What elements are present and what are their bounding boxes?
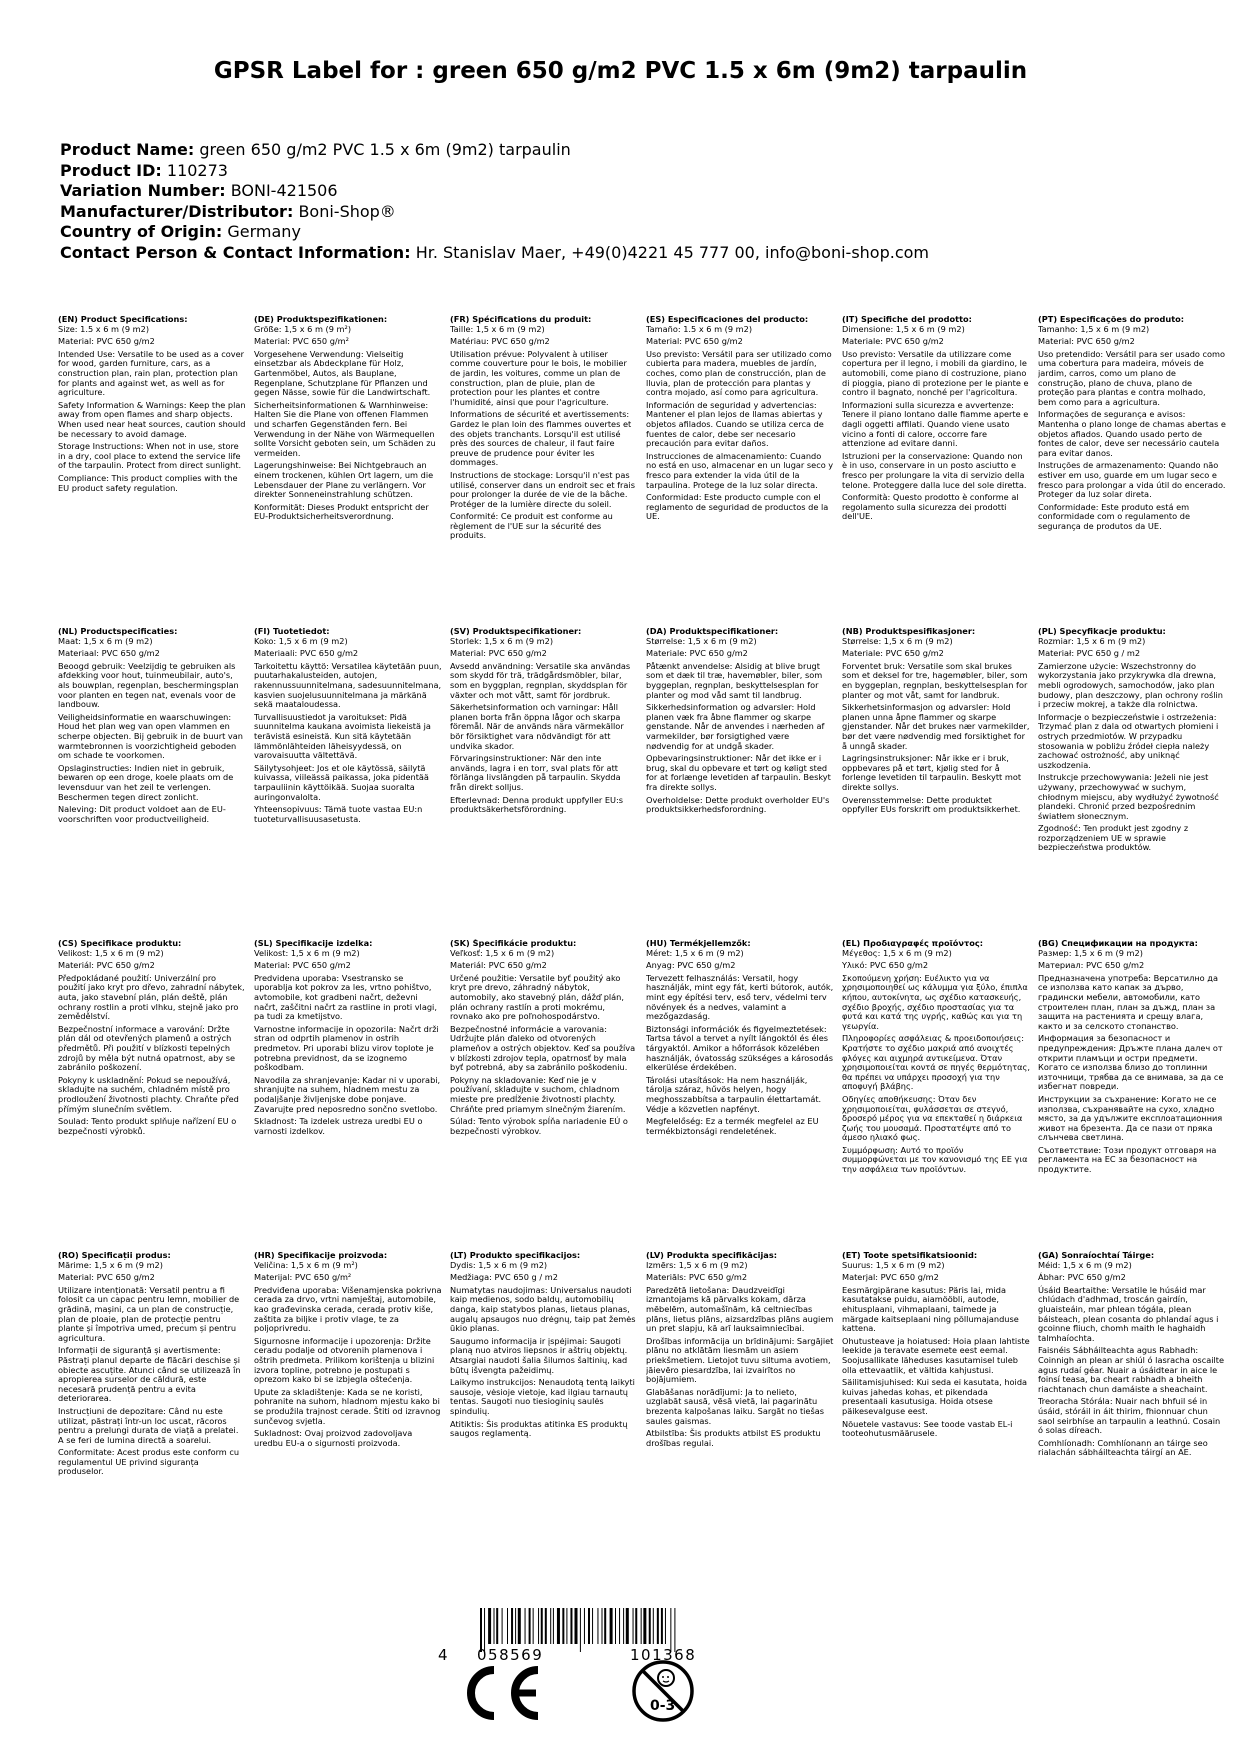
- spec-paragraph: Υλικό: PVC 650 g/m2: [842, 960, 929, 971]
- spec-paragraph: Πληροφορίες ασφάλειας & προειδοποιήσεις: Κρατήστε το σχέδιο μακριά από ανοιχτές φλόγες και αιχμηρά αντικείμενα. Όταν χρησιμοποιείται κοντά σε πηγές θερμότητας, θα πρέπει να υπάρχει προσοχή για την αποφυγή βλάβης.: [842, 1033, 1030, 1092]
- spec-paragraph: Glabāšanas norādījumi: Ja to nelieto, uzglabāt sausā, vēsā vietā, lai pagarinātu brezenta kalpošanas laiku. Sargāt no tiešas saules gaismas.: [646, 1386, 825, 1426]
- spec-block: [646, 1251, 834, 1551]
- spec-paragraph: Material: PVC 650 g/m²: [254, 336, 349, 347]
- barcode-bar: [507, 1608, 508, 1644]
- spec-paragraph: Instructions de stockage: Lorsqu'il n'est pas utilisé, conserver dans un endroit sec et frais pour prolonger la durée de vie de la bâche. Protéger de la lumière directe du soleil.: [450, 469, 635, 509]
- spec-paragraph: Informazioni sulla sicurezza e avvertenze: Tenere il piano lontano dalle fiamme aperte e dagli oggetti affilati. Quando viene usato vicino a fonti di calore, occorre fare attenzione ad evitare danni.: [842, 399, 1029, 449]
- spec-paragraph: Инструкции за съхранение: Когато не се използва, съхранявайте на сухо, хладно място, за да удължите експлоатационния живот на брезента. Да се пази от пряка слънчева светлина.: [1038, 1093, 1223, 1143]
- spec-block: [254, 627, 442, 933]
- spec-paragraph: Conformità: Questo prodotto è conforme al regolamento sulla sicurezza dei prodotti dell'UE.: [842, 492, 1019, 522]
- spec-paragraph: Sikkerhedsinformation og advarsler: Hold planen væk fra åbne flammer og skarpe genstande. Når de anvendes i nærheden af varmekilder, bør forsigtighed være nødvendig for at undgå skader.: [646, 702, 825, 751]
- info-value: Boni-Shop®: [298, 201, 396, 221]
- info-value: Germany: [227, 222, 301, 241]
- spec-paragraph: Material: PVC 650 g/m2: [646, 336, 743, 347]
- spec-paragraph: Tárolási utasítások: Ha nem használják, tárolja száraz, hűvös helyen, hogy meghosszabbítsa a tarpaulin élettartamát. Védje a közvetlen napfényt.: [646, 1074, 822, 1114]
- spec-block: [58, 627, 246, 933]
- spec-paragraph: Compliance: This product complies with the EU product safety regulation.: [58, 472, 238, 493]
- age-range-label: 0-3: [650, 1698, 676, 1714]
- spec-paragraph: Méret: 1,5 x 6 m (9 m2): [646, 947, 744, 958]
- spec-paragraph: Méid: 1,5 x 6 m (9 m2): [1038, 1259, 1132, 1270]
- barcode-bar: [597, 1608, 598, 1644]
- barcode-bar: [653, 1608, 654, 1644]
- spec-paragraph: Izmērs: 1,5 x 6 m (9 m2): [646, 1259, 748, 1270]
- spec-heading: (PT) Especificações do produto:: [1038, 315, 1185, 324]
- spec-paragraph: Größe: 1,5 x 6 m (9 m²): [254, 323, 352, 334]
- spec-paragraph: Avsedd användning: Versatile ska användas som skydd för trä, trädgårdsmöbler, bilar, som en byggplan, regnplan, skyddsplan för växter och mot vått, samt för jordbruk.: [450, 660, 631, 700]
- spec-paragraph: Soulad: Tento produkt splňuje nařízení EU o bezpečnosti výrobků.: [58, 1116, 237, 1136]
- barcode-bar: [518, 1608, 521, 1644]
- spec-paragraph: Taille: 1,5 x 6 m (9 m2): [450, 323, 545, 334]
- barcode-bar: [533, 1608, 534, 1644]
- spec-block: [646, 315, 834, 621]
- spec-paragraph: Megfelelőség: Ez a termék megfelel az EU termékbiztonsági rendeletének.: [646, 1116, 819, 1136]
- info-value: green 650 g/m2 PVC 1.5 x 6m (9m2) tarpaulin: [199, 140, 571, 159]
- spec-paragraph: Bezpečnostné informácie a varovania: Udržujte plán ďaleko od otvorených plameňov a ostrých objektov. Keď sa používa v blízkosti zdrojov tepla, opatrnosť by mala byť potrebná, aby sa zabránilo poškodeniu.: [450, 1023, 636, 1073]
- spec-block: [58, 1251, 246, 1551]
- spec-paragraph: Lagerungshinweise: Bei Nichtgebrauch an einem trockenen, kühlen Ort lagern, um die Lebensdauer der Plane zu verlängern. Vor direkter Sonneneinstrahlung schützen.: [254, 460, 434, 500]
- spec-paragraph: Materiál: PVC 650 g/m2: [450, 960, 547, 971]
- spec-paragraph: Dydis: 1,5 x 6 m (9 m2): [450, 1259, 548, 1270]
- spec-heading: (LV) Produkta specifikācijas:: [646, 1251, 777, 1260]
- spec-paragraph: Medžiaga: PVC 650 g / m2: [450, 1272, 558, 1283]
- spec-heading: (EL) Προδιαγραφές προϊόντος:: [842, 939, 983, 948]
- spec-block: [450, 627, 638, 933]
- barcode-bar: [566, 1608, 567, 1644]
- spec-block: [1038, 939, 1226, 1245]
- spec-paragraph: Velikost: 1,5 x 6 m (9 m2): [58, 947, 164, 958]
- barcode-bar: [649, 1608, 651, 1644]
- spec-paragraph: Materijal: PVC 650 g/m²: [254, 1272, 352, 1283]
- barcode-bar: [525, 1608, 526, 1644]
- barcode-bar: [570, 1608, 572, 1644]
- spec-block: [254, 1251, 442, 1551]
- spec-paragraph: Conformidade: Este produto está em conformidade com o regulamento de segurança de produtos da UE.: [1038, 501, 1190, 531]
- spec-paragraph: Bezpečnostní informace a varování: Držte plán dál od otevřených plamenů a ostrých předmětů. Při použití v blízkosti tepelných zdrojů by měla být nutná opatrnost, aby se zabránilo poškození.: [58, 1023, 236, 1073]
- barcode-bar: [584, 1608, 585, 1644]
- spec-heading: (FR) Spécifications du produit:: [450, 315, 592, 324]
- spec-paragraph: Predviđena uporaba: Višenamjenska pokrivna cerada za drvo, vrtni namještaj, automobile, kao građevinska cerada, cerada protiv kiše, zaštita za biljke i protiv vlage, te za poljoprivredu.: [254, 1284, 442, 1334]
- spec-paragraph: Conformité: Ce produit est conforme au règlement de l'UE sur la sécurité des produits.: [450, 511, 613, 541]
- spec-paragraph: Materiale: PVC 650 g/m2: [842, 648, 944, 659]
- spec-paragraph: Opslaginstructies: Indien niet in gebruik, bewaren op een droge, koele plaats om de levensduur van het zeil te verlengen. Beschermen tegen direct zonlicht.: [58, 762, 234, 802]
- spec-paragraph: Uso previsto: Versátil para ser utilizado como cubierta para madera, muebles de jardín, coches, como plan de construcción, plan de lluvia, plan de protección para plantas y contra mojado, así como para agricultura.: [646, 348, 832, 398]
- spec-paragraph: Konformität: Dieses Produkt entspricht der EU-Produktsicherheitsverordnung.: [254, 501, 429, 522]
- barcode-group-2: 101368: [630, 1646, 697, 1664]
- spec-paragraph: Dimensione: 1,5 x 6 m (9 m2): [842, 323, 965, 334]
- spec-paragraph: Varnostne informacije in opozorila: Načrt drži stran od odprtih plamenov in ostrih predmetov. Pri uporabi blizu virov toplote je potrebna previdnost, da se izognemo poškodbam.: [254, 1023, 439, 1073]
- spec-paragraph: Suurus: 1,5 x 6 m (9 m2): [842, 1259, 945, 1270]
- barcode-bar: [550, 1608, 551, 1644]
- spec-paragraph: Material: PVC 650 g/m2: [450, 648, 547, 659]
- spec-heading: (ET) Toote spetsifikatsioonid:: [842, 1251, 978, 1260]
- spec-paragraph: Materiál: PVC 650 g/m2: [58, 960, 155, 971]
- barcode-bar: [515, 1608, 516, 1644]
- spec-paragraph: Yhteensopivuus: Tämä tuote vastaa EU:n tuoteturvallisuusasetusta.: [254, 804, 423, 824]
- spec-block: [842, 627, 1030, 933]
- spec-paragraph: Säkerhetsinformation och varningar: Håll planen borta från öppna lågor och skarpa föremål. När de används nära värmekällor bör försiktighet vara nödvändigt för att undvika skador.: [450, 702, 624, 751]
- spec-heading: (NB) Produktspesifikasjoner:: [842, 627, 976, 636]
- spec-block: [58, 939, 246, 1245]
- spec-paragraph: Naleving: Dit product voldoet aan de EU-voorschriften voor productveiligheid.: [58, 804, 226, 824]
- barcode-bar: [615, 1608, 616, 1644]
- spec-heading: (FI) Tuotetiedot:: [254, 627, 330, 636]
- spec-paragraph: Matériau: PVC 650 g/m2: [450, 336, 550, 347]
- barcode-bar: [553, 1608, 554, 1644]
- spec-paragraph: Veľkosť: 1,5 x 6 m (9 m2): [450, 947, 555, 958]
- spec-heading: (HU) Termékjellemzők:: [646, 939, 751, 948]
- spec-paragraph: Atitiktis: Šis produktas atitinka ES produktų saugos reglamentą.: [450, 1418, 628, 1439]
- spec-heading: (LT) Produkto specifikacijos:: [450, 1251, 581, 1260]
- barcode-bar: [619, 1608, 620, 1644]
- spec-paragraph: Efterlevnad: Denna produkt uppfyller EU:s produktsäkerhetsförordning.: [450, 794, 624, 815]
- spec-paragraph: Maat: 1,5 x 6 m (9 m2): [58, 635, 153, 646]
- barcode-group-1: 058569: [477, 1646, 544, 1664]
- spec-paragraph: Sukladnost: Ovaj proizvod zadovoljava uredbu EU-a o sigurnosti proizvoda.: [254, 1428, 413, 1448]
- spec-paragraph: Rozmiar: 1,5 x 6 m (9 m2): [1038, 635, 1146, 646]
- spec-paragraph: Velikost: 1,5 x 6 m (9 m2): [254, 947, 360, 958]
- spec-paragraph: Opbevaringsinstruktioner: Når det ikke er i brug, skal du opbevare et tørt og køligt sted for at forlænge levetiden af tarpaulin. Beskyt fra direkte sollys.: [646, 753, 831, 792]
- spec-paragraph: Comhlíonadh: Comhlíonann an táirge seo rialachán sábháilteachta táirgí an AE.: [1038, 1437, 1208, 1458]
- spec-heading: (CS) Specifikace produktu:: [58, 939, 182, 948]
- spec-paragraph: Material: PVC 650 g/m2: [1038, 336, 1135, 347]
- spec-paragraph: Turvallisuustiedot ja varoitukset: Pidä suunnitelma kaukana avoimista liekeistä ja terävistä esineistä. Kun sitä käytetään lämmönlähteiden läheisyydessä, on varovaisuutta vältettävä.: [254, 711, 431, 761]
- spec-paragraph: Συμμόρφωση: Αυτό το προϊόν συμμορφώνεται με τον κανονισμό της ΕΕ για την ασφάλεια των προϊόντων.: [842, 1144, 1028, 1175]
- spec-paragraph: Biztonsági információk és figyelmeztetések: Tartsa távol a tervet a nyílt lángoktól és éles tárgyaktól. Amikor a hőforrások közelében használják, óvatosság szükséges a károsodás elkerülése érdekében.: [646, 1023, 834, 1073]
- barcode-bar: [562, 1608, 564, 1644]
- spec-paragraph: Faisnéis Sábháilteachta agus Rabhadh: Coinnigh an plean ar shiúl ó lasracha oscailte agus rudaí géar. Nuair a úsáidtear in aice le foinsí teasa, ba cheart rabhadh a bheith riachtanach chun damáiste a sheachaint.: [1038, 1345, 1225, 1394]
- spec-paragraph: Μέγεθος: 1,5 x 6 m (9 m2): [842, 947, 952, 958]
- spec-paragraph: Utilizare intenționată: Versatil pentru a fi folosit ca un capac pentru lemn, mobilier de grădină, mașini, ca un plan de construcție, plan de ploaie, plan de protecție pentru plante și împotriva umed, precum și pentru agricultura.: [58, 1284, 240, 1343]
- spec-paragraph: Säilytysohjeet: Jos et ole käytössä, säilytä kuivassa, viileässä paikassa, joka pidentää tarpauliinin käyttöikää. Suojaa suoralta auringonvalolta.: [254, 762, 429, 802]
- spec-paragraph: Størrelse: 1,5 x 6 m (9 m2): [646, 635, 757, 646]
- info-value: 110273: [166, 160, 228, 180]
- barcode-bar: [641, 1608, 642, 1644]
- barcode-bar: [626, 1608, 629, 1644]
- spec-paragraph: Skladnost: Ta izdelek ustreza uredbi EU o varnosti izdelkov.: [254, 1116, 423, 1136]
- spec-heading: (ES) Especificaciones del producto:: [646, 315, 809, 324]
- spec-paragraph: Veiligheidsinformatie en waarschuwingen: Houd het plan weg van open vlammen en scherpe objecten. Bij gebruik in de buurt van warmtebronnen is voorzichtigheid geboden om schade te voorkomen.: [58, 711, 243, 761]
- info-row: [60, 140, 929, 161]
- spec-heading: (SV) Produktspecifikationer:: [450, 627, 582, 636]
- barcode-bar: [541, 1608, 543, 1644]
- spec-paragraph: Overensstemmelse: Dette produktet oppfyller EUs forskrift om produktsikkerhet.: [842, 794, 1021, 815]
- barcode-bar: [588, 1608, 590, 1644]
- spec-paragraph: Förvaringsinstruktioner: När den inte används, lagra i en torr, sval plats för att förlänga livslängden på tarpaulin. Skydda från direkt solljus.: [450, 753, 621, 792]
- spec-paragraph: Zamierzone użycie: Wszechstronny do wykorzystania jako przykrywka dla drewna, mebli ogrodowych, samochodów, jako plan budowy, plan deszczowy, plan ochrony roślin i przeciw mokrej, a także dla rolnictwa.: [1038, 660, 1223, 710]
- spec-paragraph: Storage Instructions: When not in use, store in a dry, cool place to extend the service life of the tarpaulin. Protect from direct sunlight.: [58, 441, 242, 471]
- barcode-bar: [538, 1608, 539, 1644]
- spec-paragraph: Pokyny k uskladnění: Pokud se nepoužívá, skladujte na suchém, chladném místě pro prodloužení životnosti plachty. Chraňte před přímým slunečním světlem.: [58, 1074, 239, 1114]
- spec-paragraph: Drošības informācija un brīdinājumi: Sargājiet plānu no atklātām liesmām un asiem priekšmetiem. Lietojot tuvu siltuma avotiem, jāievēro piesardzība, lai izvairītos no bojājumiem.: [646, 1335, 834, 1385]
- spec-heading: (BG) Спецификации на продукта:: [1038, 939, 1198, 948]
- barcode-bar: [623, 1608, 624, 1644]
- info-key: Product Name:: [60, 140, 195, 159]
- spec-paragraph: Zgodność: Ten produkt jest zgodny z rozporządzeniem UE w sprawie bezpieczeństwa produktów.: [1038, 823, 1189, 853]
- barcode-bar: [592, 1608, 593, 1644]
- spec-block: [646, 627, 834, 933]
- barcode-bar: [511, 1608, 513, 1644]
- spec-paragraph: Информация за безопасност и предупреждения: Дръжте плана далеч от открити пламъци и остри предмети. Когато се използва близо до топлинни източници, трябва да се внимава, за да се избегнат повреди.: [1038, 1033, 1224, 1092]
- spec-paragraph: Istruzioni per la conservazione: Quando non è in uso, conservare in un posto asciutto e fresco per prolungare la vita di servizio della telone. Proteggere dalla luce del sole diretta.: [842, 450, 1027, 490]
- spec-block: [58, 315, 246, 621]
- spec-paragraph: Size: 1.5 x 6 m (9 m2): [58, 323, 150, 334]
- spec-block: [450, 1251, 638, 1551]
- spec-paragraph: Размер: 1,5 x 6 m (9 m2): [1038, 947, 1143, 958]
- info-row: [60, 181, 929, 202]
- spec-paragraph: Materiaali: PVC 650 g/m2: [254, 648, 359, 659]
- spec-paragraph: Σκοπούμενη χρήση: Ευέλικτο για να χρησιμοποιηθεί ως κάλυμμα για ξύλο, έπιπλα κήπου, αυτοκίνητα, ως σχέδιο κατασκευής, σχέδιο βροχής, σχέδιο προστασίας για τα φυτά και κατά της υγρής, καθώς και για τη γεωργία.: [842, 972, 1028, 1031]
- product-info: [60, 140, 929, 263]
- barcode-bar: [488, 1608, 491, 1644]
- spec-paragraph: Materiaal: PVC 650 g/m2: [58, 648, 160, 659]
- barcode-bar: [602, 1608, 603, 1644]
- spec-paragraph: Informations de sécurité et avertissements: Gardez le plan loin des flammes ouvertes et des objets tranchants. Lorsqu'il est utilisé près des sources de chaleur, il faut faire preuve de prudence pour éviter les dommages.: [450, 409, 632, 468]
- spec-paragraph: Saugumo informacija ir įspėjimai: Saugoti planą nuo atviros liepsnos ir aštrių objektų. Atsargiai naudoti šalia šilumos šaltinių, kad būtų išvengta pažeidimų.: [450, 1335, 628, 1375]
- spec-paragraph: Material: PVC 650 g/m2: [58, 1272, 155, 1283]
- spec-paragraph: Материал: PVC 650 g/m2: [1038, 960, 1145, 971]
- barcode-bar: [575, 1608, 578, 1644]
- barcode-bar: [604, 1608, 606, 1644]
- spec-paragraph: Overholdelse: Dette produkt overholder EU's produktsikkerhedsforordning.: [646, 794, 830, 815]
- spec-heading: (EN) Product Specifications:: [58, 315, 188, 324]
- spec-heading: (SK) Špecifikácie produktu:: [450, 939, 577, 948]
- spec-paragraph: Tamaño: 1.5 x 6 m (9 m2): [646, 323, 753, 334]
- spec-paragraph: Instrucțiuni de depozitare: Când nu este utilizat, păstrați într-un loc uscat, răcoros pentru a prelungi durata de viață a prelatei. A se feri de lumina directă a soarelui.: [58, 1405, 239, 1445]
- spec-paragraph: Mărime: 1,5 x 6 m (9 m2): [58, 1259, 163, 1270]
- barcode-bar: [545, 1608, 547, 1644]
- info-key: Variation Number:: [60, 181, 226, 200]
- spec-paragraph: Størrelse: 1,5 x 6 m (9 m2): [842, 635, 953, 646]
- info-row: [60, 222, 929, 243]
- spec-paragraph: Sicherheitsinformationen & Warnhinweise: Halten Sie die Plane von offenen Flammen und scharfen Gegenständen fern. Bei Verwendung in der Nähe von Wärmequellen sollte Vorsicht geboten sein, um Schäden zu vermeiden.: [254, 399, 436, 458]
- barcode-bar: [610, 1608, 613, 1644]
- info-key: Product ID:: [60, 160, 162, 180]
- spec-paragraph: Materjal: PVC 650 g/m2: [842, 1272, 939, 1283]
- spec-block: [842, 939, 1030, 1245]
- spec-paragraph: Upute za skladištenje: Kada se ne koristi, pohranite na suhom, hladnom mjestu kako bi se produžila trajnost cerade. Štiti od izravnog sunčevog svjetla.: [254, 1386, 441, 1426]
- barcode-bar: [661, 1608, 663, 1644]
- info-row: [60, 243, 929, 264]
- spec-paragraph: Paredzētā lietošana: Daudzveidīgi izmantojams kā pārvalks kokam, dārza mēbelēm, automašīnām, kā celtniecības plāns, lietus plāns, aizsardzības plāns augiem un pret slapju, kā arī lauksaimniecībai.: [646, 1284, 834, 1334]
- spec-paragraph: Intended Use: Versatile to be used as a cover for wood, garden furniture, cars, as a construction plan, rain plan, protection plan for plants and against wet, as well as for agriculture.: [58, 348, 244, 398]
- spec-paragraph: Utilisation prévue: Polyvalent à utiliser comme couverture pour le bois, le mobilier de jardin, les voitures, comme un plan de construction, plan de pluie, plan de protection pour les plantes et contre l'humidité, ainsi que pour l'agriculture.: [450, 348, 627, 407]
- spec-paragraph: Pokyny na skladovanie: Keď nie je v používaní, skladujte v suchom, chladnom mieste pre predĺženie životnosti plachty. Chráňte pred priamym slnečným žiarením.: [450, 1074, 626, 1114]
- info-key: Manufacturer/Distributor:: [60, 201, 294, 221]
- spec-paragraph: Uso pretendido: Versátil para ser usado como uma cobertura para madeira, móveis de jardim, carros, como um plano de construção, plano de chuva, plano de proteção para plantas e contra molhado, bem como para a agricultura.: [1038, 348, 1226, 407]
- spec-paragraph: Atbilstība: Šis produkts atbilst ES produktu drošības regulai.: [646, 1428, 821, 1448]
- barcode-bar: [633, 1608, 634, 1644]
- spec-paragraph: Uso previsto: Versatile da utilizzare come copertura per il legno, i mobili da giardino, le automobili, come piano di costruzione, piano di pioggia, piano di protezione per le piante e contro il bagnato, nonché per l'agricoltura.: [842, 348, 1029, 398]
- spec-paragraph: Instruções de armazenamento: Quando não estiver em uso, guarde em um lugar seco e fresco para prolongar a vida útil do encerado. Proteger da luz solar direta.: [1038, 460, 1226, 500]
- spec-heading: (IT) Specifiche del prodotto:: [842, 315, 972, 324]
- spec-paragraph: Materiale: PVC 650 g/m2: [646, 648, 748, 659]
- spec-paragraph: Anyag: PVC 650 g/m2: [646, 960, 736, 971]
- spec-paragraph: Sikkerhetsinformasjon og advarsler: Hold planen unna åpne flammer og skarpe gjenstander. Når det brukes nær varmekilder, bør det være nødvendig med forsiktighet for å unngå skader.: [842, 702, 1030, 751]
- spec-paragraph: Beoogd gebruik: Veelzijdig te gebruiken als afdekking voor hout, tuinmeubilair, auto's, als bouwplan, regenplan, beschermingsplan voor planten en tegen nat, evenals voor de landbouw.: [58, 660, 239, 710]
- spec-paragraph: Tamanho: 1,5 x 6 m (9 m2): [1038, 323, 1150, 334]
- barcode-bar: [496, 1608, 498, 1644]
- spec-heading: (DE) Produktspezifikationen:: [254, 315, 388, 324]
- spec-block: [1038, 1251, 1226, 1551]
- barcode-digit-left: 4: [438, 1646, 448, 1664]
- info-value: Hr. Stanislav Maer, +49(0)4221 45 777 00, info@boni-shop.com: [415, 242, 929, 262]
- spec-paragraph: Información de seguridad y advertencias: Mantener el plan lejos de llamas abiertas y objetos afilados. Cuando se utiliza cerca de fuentes de calor, debe ser necesario precaución para evitar daños.: [646, 399, 824, 449]
- spec-paragraph: Sigurnosne informacije i upozorenja: Držite ceradu podalje od otvorenih plamenova i oštrih predmeta. Prilikom korištenja u blizini izvora topline, potrebno je postupati s oprezom kako bi se izbjegla oštećenja.: [254, 1335, 435, 1385]
- spec-heading: (DA) Produktspecifikationer:: [646, 627, 779, 636]
- spec-block: [450, 315, 638, 621]
- spec-paragraph: Veličina: 1,5 x 6 m (9 m²): [254, 1259, 358, 1270]
- spec-block: [842, 315, 1030, 621]
- spec-paragraph: Koko: 1,5 x 6 m (9 m2): [254, 635, 348, 646]
- spec-paragraph: Určené použitie: Versatile byť použitý ako kryt pre drevo, záhradný nábytok, automobily, ako stavebný plán, dážď plán, plán ochrany rastlín a proti mokrému, rovnako ako pre poľnohospodárstvo.: [450, 972, 624, 1022]
- barcode-bar: [635, 1608, 637, 1644]
- spec-paragraph: Numatytas naudojimas: Universalus naudoti kaip medienos, sodo baldų, automobilių danga, kaip statybos planas, lietaus planas, augalų apsaugos nuo drėgnų, taip pat žemės ūkio planas.: [450, 1284, 636, 1334]
- spec-paragraph: Påtænkt anvendelse: Alsidig at blive brugt som et dæk til træ, havemøbler, biler, som byggeplan, regnplan, beskyttelsesplan for planter og mod våd samt til landbrug.: [646, 660, 823, 700]
- spec-paragraph: Informações de segurança e avisos: Mantenha o plano longe de chamas abertas e objetos afiados. Quando usado perto de fontes de calor, deve ser necessário cautela para evitar danos.: [1038, 409, 1226, 458]
- spec-paragraph: Navodila za shranjevanje: Kadar ni v uporabi, shranjujte na suhem, hladnem mestu za podaljšanje življenjske dobe ponjave. Zavarujte pred neposredno sončno svetlobo.: [254, 1074, 441, 1114]
- spec-block: [1038, 627, 1226, 933]
- barcode-bar: [657, 1608, 659, 1644]
- spec-paragraph: Předpokládané použití: Univerzální pro použití jako kryt pro dřevo, zahradní nábytek, auta, jako stavební plán, plán deště, plán ochrany rostlin a proti vlhku, stejně jako pro zemědělství.: [58, 972, 245, 1022]
- spec-paragraph: Eesmärgipärane kasutus: Päris lai, mida kasutatakse puidu, aiamööbli, autode, ehitusplaani, vihmaplaani, taimede ja märgade kaitseplaani ning põllumajanduse kattena.: [842, 1284, 1019, 1334]
- info-key: Contact Person & Contact Information:: [60, 242, 411, 262]
- spec-paragraph: Nõuetele vastavus: See toode vastab EL-i tooteohutusmäärusele.: [842, 1418, 1013, 1439]
- spec-heading: (SL) Specifikacije izdelka:: [254, 939, 373, 948]
- spec-paragraph: Treoracha Stórála: Nuair nach bhfuil sé in úsáid, stóráil in áit thirim, fhionnuar chun saol seirbhíse an tarpaulin a leathnú. Cosain ó solas díreach.: [1038, 1396, 1221, 1436]
- barcode-bar: [557, 1608, 560, 1644]
- barcode-bar: [529, 1608, 531, 1644]
- spec-paragraph: Предназначена употреба: Версатилно да се използва като капак за дърво, градински мебели, автомобили, като строителен план, план за дъжд, план за защита на растенията и срещу влага, както и за селското стопанство.: [1038, 972, 1218, 1031]
- spec-paragraph: Material: PVC 650 g/m2: [58, 336, 155, 347]
- spec-paragraph: Materiale: PVC 650 g/m2: [842, 336, 944, 347]
- spec-paragraph: Säilitamisjuhised: Kui seda ei kasutata, hoida kuivas jahedas kohas, et pikendada presentaali kasutusiga. Hoida otsese päikesevalguse eest.: [842, 1377, 1028, 1416]
- spec-paragraph: Ohutusteave ja hoiatused: Hoia plaan lahtiste leekide ja teravate esemete eest eemal. Soojusallikate läheduses kasutamisel tuleb olla ettevaatlik, et vältida kahjustusi.: [842, 1335, 1030, 1375]
- spec-paragraph: Material: PVC 650 g/m2: [254, 960, 351, 971]
- spec-block: [842, 1251, 1030, 1551]
- spec-paragraph: Úsáid Beartaithe: Versatile le húsáid mar chlúdach d'adhmad, troscán gairdín, gluaisteáin, mar phlean tógála, plean báisteach, plean cosanta do phlandaí agus i gcoinne fliuch, chomh maith le haghaidh talmhaíochta.: [1038, 1284, 1219, 1343]
- spec-paragraph: Conformidad: Este producto cumple con el reglamento de seguridad de productos de la UE.: [646, 492, 829, 522]
- spec-paragraph: Conformitate: Acest produs este conform cu regulamentul UE privind siguranța produselor.: [58, 1447, 240, 1477]
- info-row: [60, 202, 929, 223]
- spec-paragraph: Predvidena uporaba: Vsestransko se uporablja kot pokrov za les, vrtno pohištvo, avtomobile, kot gradbeni načrt, deževni načrt, zaščitni načrt za rastline in proti vlagi, pa tudi za kmetijstvo.: [254, 972, 437, 1022]
- spec-paragraph: Súlad: Tento výrobok spĺňa nariadenie EÚ o bezpečnosti výrobkov.: [450, 1116, 628, 1136]
- spec-paragraph: Instrukcje przechowywania: Jeżeli nie jest używany, przechowywać w suchym, chłodnym miejscu, aby wydłużyć żywotność plandeki. Chronić przed bezpośrednim światłem słonecznym.: [1038, 772, 1219, 821]
- spec-block: [450, 939, 638, 1245]
- spec-block: [254, 939, 442, 1245]
- spec-heading: (HR) Specifikacije proizvoda:: [254, 1251, 388, 1260]
- spec-heading: (NL) Productspecificaties:: [58, 627, 178, 636]
- barcode-bar: [494, 1608, 495, 1644]
- spec-paragraph: Forventet bruk: Versatile som skal brukes som et deksel for tre, hagemøbler, biler, som en byggeplan, regnplan, beskyttelsesplan for planter og mot våt, samt for landbruk.: [842, 660, 1028, 700]
- barcode-bar: [502, 1608, 503, 1644]
- spec-block: [254, 315, 442, 621]
- spec-paragraph: Ábhar: PVC 650 g/m2: [1038, 1272, 1126, 1283]
- spec-block: [1038, 315, 1226, 621]
- spec-paragraph: Materiāls: PVC 650 g/m2: [646, 1272, 748, 1283]
- spec-paragraph: Instrucciones de almacenamiento: Cuando no está en uso, almacenar en un lugar seco y fresco para extender la vida útil de la tarpaulina. Protege de la luz solar directa.: [646, 450, 834, 490]
- spec-heading: (RO) Specificații produs:: [58, 1251, 171, 1260]
- barcode-bar: [643, 1608, 646, 1644]
- spec-heading: (PL) Specyfikacje produktu:: [1038, 627, 1166, 636]
- spec-paragraph: Lagringsinstruksjoner: Når ikke er i bruk, oppbevares på et tørt, kjølig sted for å forlenge levetiden til tarpaulin. Beskytt mot direkte sollys.: [842, 753, 1022, 792]
- spec-paragraph: Storlek: 1,5 x 6 m (9 m2): [450, 635, 554, 646]
- barcode-bar: [580, 1608, 581, 1652]
- page-title: GPSR Label for : green 650 g/m2 PVC 1.5 x 6m (9m2) tarpaulin: [213, 58, 1028, 84]
- spec-block: [646, 939, 834, 1245]
- spec-paragraph: Οδηγίες αποθήκευσης: Όταν δεν χρησιμοποιείται, φυλάσσεται σε στεγνό, δροσερό μέρος για να επεκταθεί η διάρκεια ζωής του μουσαμά. Προστατέψτε από το άμεσο ηλιακό φως.: [842, 1093, 1023, 1143]
- barcode-bar: [665, 1608, 666, 1644]
- spec-paragraph: Materiał: PVC 650 g / m2: [1038, 648, 1141, 659]
- spec-paragraph: Tarkoitettu käyttö: Versatilea käytetään puun, puutarhakalusteiden, autojen, rakennussuunnitelmana, sadesuunnitelmana, kasvien suojelusuunnitelmana ja märkänä sekä maataloudessa.: [254, 660, 442, 710]
- ce-mark-icon: [458, 1662, 546, 1724]
- info-row: [60, 161, 929, 182]
- info-key: Country of Origin:: [60, 222, 223, 241]
- spec-paragraph: Safety Information & Warnings: Keep the plan away from open flames and sharp objects. When used near heat sources, caution should be necessary to avoid damage.: [58, 399, 246, 439]
- spec-paragraph: Laikymo instrukcijos: Nenaudotą tentą laikyti sausoje, vėsioje vietoje, kad ilgiau tarnautų tentas. Saugoti nuo tiesioginių saulės spindulių.: [450, 1377, 635, 1416]
- spec-heading: (GA) Sonraíochtaí Táirge:: [1038, 1251, 1155, 1260]
- spec-paragraph: Vorgesehene Verwendung: Vielseitig einsetzbar als Abdeckplane für Holz, Gartenmöbel, Autos, als Bauplane, Regenplane, Schutzplane für Pflanzen und gegen Nässe, sowie für die Landwirtschaft.: [254, 348, 431, 398]
- spec-paragraph: Informacje o bezpieczeństwie i ostrzeżenia: Trzymać plan z dala od otwartych płomieni i ostrych przedmiotów. W przypadku stosowania w pobliżu źródeł ciepła należy zachować ostrożność, aby uniknąć uszkodzenia.: [1038, 711, 1219, 770]
- age-0-3-warning-icon: [630, 1658, 696, 1724]
- spec-paragraph: Съответствие: Този продукт отговаря на регламента на ЕС за безопасност на продуктите.: [1038, 1144, 1217, 1175]
- info-value: BONI-421506: [230, 181, 338, 200]
- spec-paragraph: Informații de siguranță și avertismente: Păstrați planul departe de flăcări deschise și obiecte ascuțite. Atunci când se utilizează în apropierea surselor de căldură, este necesară prudență pentru a evita deteriorarea.: [58, 1345, 241, 1404]
- spec-paragraph: Tervezett felhasználás: Versatil, hogy használják, mint egy fát, kerti bútorok, autók, mint egy építési terv, eső terv, védelmi terv növények és a nedves, valamint a mezőgazdaság.: [646, 972, 834, 1022]
